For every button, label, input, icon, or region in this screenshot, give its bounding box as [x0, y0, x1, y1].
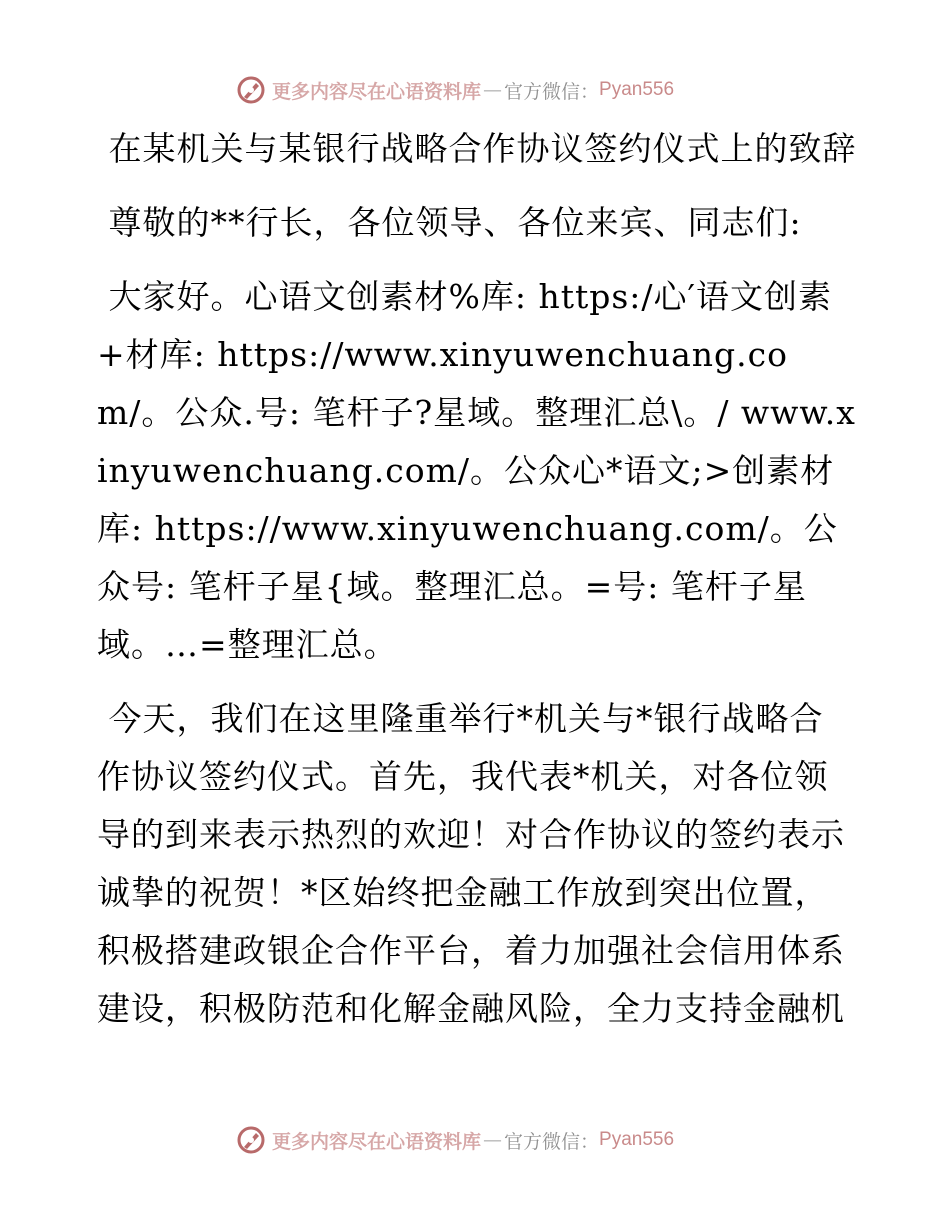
wechat-label: 官方微信： [504, 80, 600, 103]
paragraph-main: 今天，我们在这里隆重举行*机关与*银行战略合作协议签约仪式。首先，我代表*机关，对各位领导的到来表示热烈的欢迎！对合作协议的签约表示诚挚的祝贺！*区始终把金融工作放到突出位置，积极搭建政银企合作平台，着力加强社会信用体系建设，积极防范和化解金融风险，全力支持金融机 [97, 699, 845, 1028]
wechat-id: Pyan556 [599, 1129, 675, 1150]
wechat-label: 官方微信： [504, 1130, 600, 1153]
salutation: 尊敬的**行长，各位领导、各位来宾、同志们: [97, 203, 802, 242]
document-title: 在某机关与某银行战略合作协议签约仪式上的致辞 [97, 129, 857, 168]
document-body [97, 120, 857, 1038]
pen-circle-logo-icon [236, 75, 266, 105]
paragraph-greeting: 大家好。心语文创素材%库: https:/心′语文创素+材库: https://www.xinyuwenchuang.com/。公众.号: 笔杆子?星域。整理汇总\。/ www.xinyuwenchuang.com/。公众心*语文;>创素材库: https://www.xinyuwenchuang.com/。公众号: 笔杆子星{域。整理汇总。=号: 笔杆子星域。…=整理汇总。 [97, 277, 856, 664]
site-name-text: 更多内容尽在心语资料库 [272, 80, 482, 103]
site-name-text: 更多内容尽在心语资料库 [272, 1130, 482, 1153]
separator-dash: — [483, 79, 503, 101]
footer-watermark-banner [236, 1123, 756, 1157]
wechat-id: Pyan556 [599, 79, 675, 100]
header-watermark-banner [236, 73, 756, 107]
separator-dash: — [483, 1129, 503, 1151]
pen-circle-logo-icon [236, 1125, 266, 1155]
